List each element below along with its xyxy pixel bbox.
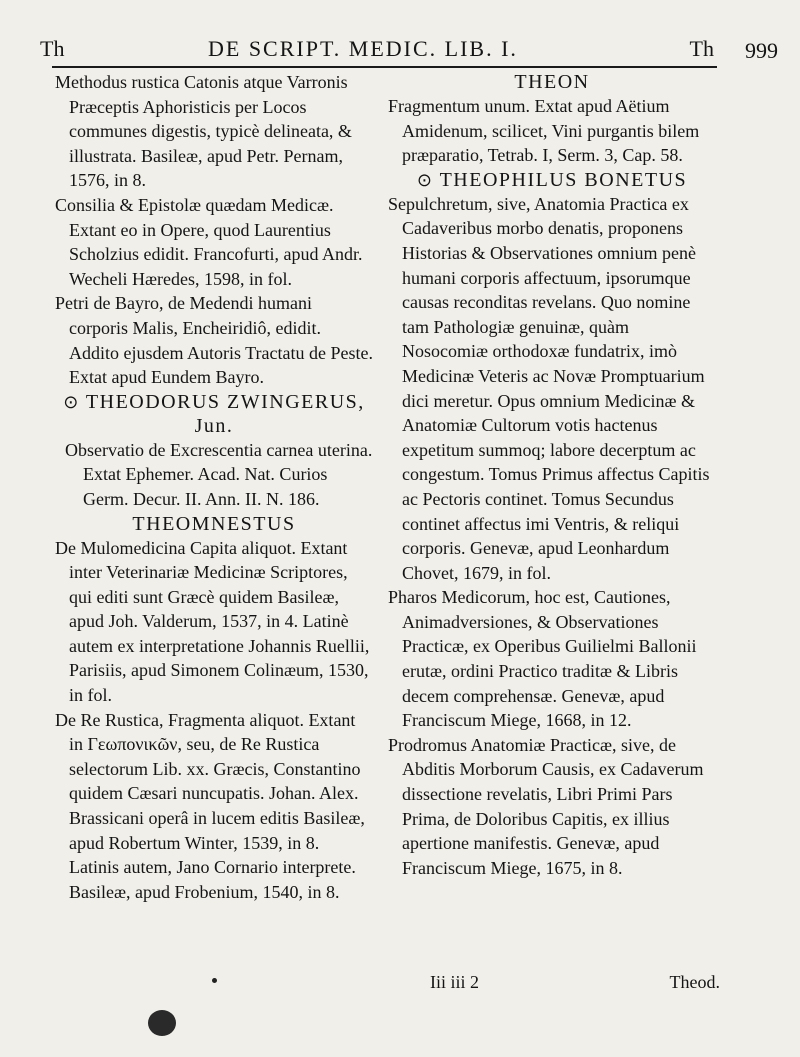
author-heading	[388, 70, 716, 94]
page-footer	[390, 972, 720, 996]
bibliography-entry: Sepulchretum, sive, Anatomia Practica ex Cadaveribus morbo denatis, proponens Historias & Observationes omnium penè humani corporis affectuum, ipsorumque causas reconditas revelans. Quo nomine tam Pathologiæ genuinæ, quàm Nosocomiæ orthodoxæ fundatrix, imò Medicinæ Veteris ac Novæ Promptuarium dici meretur. Opus omnium Medicinæ & Anatomiæ Cultorum votis hactenus expetitum summoq; labore decerptum ac congestum. Tomus Primus affectus Capitis ac Pectoris continet. Tomus Secundus continet affectus imi Ventris, & reliqui corporis. Genevæ, apud Leonhardum Chovet, 1679, in fol.	[388, 193, 710, 583]
author-name: THEOMNESTUS	[132, 512, 296, 535]
header-title: DE SCRIPT. MEDIC. LIB. I.	[208, 36, 518, 61]
author-name: THEON	[514, 71, 590, 93]
bibliography-entry: Petri de Bayro, de Medendi humani corporis Malis, Encheiridiô, edidit. Addito ejusdem Autoris Tractatu de Peste. Extat apud Eundem Bayro.	[55, 293, 373, 388]
page-number: 999	[745, 38, 778, 63]
author-symbol: ⊙	[416, 169, 434, 190]
ink-blot	[148, 1010, 176, 1036]
bibliography-entry: De Re Rustica, Fragmenta aliquot. Extant in Γεωπονικῶν, seu, de Re Rustica selectorum Lib. xx. Græcis, Constantino quidem Cæsari nuncupatis. Johan. Alex. Brassicani operâ in lucem editis Basileæ, apud Robertum Winter, 1539, in 8. Latinis autem, Jano Cornario interprete. Basileæ, apud Frobenium, 1540, in 8.	[55, 709, 365, 902]
author-heading	[55, 512, 373, 536]
right-column	[388, 70, 716, 880]
bibliography-entry: Prodromus Anatomiæ Practicæ, sive, de Abditis Morborum Causis, ex Cadaverum dissectione revelatis, Libri Primi Pars Prima, de Doloribus Capitis, ex illius apertione manifestis. Genevæ, apud Franciscum Miege, 1675, in 8.	[388, 734, 704, 878]
header-right: Th	[689, 36, 714, 61]
ink-dot	[212, 978, 217, 983]
running-header	[28, 30, 778, 64]
signature-mark: Iii iii 2	[430, 972, 479, 992]
bibliography-entry: Observatio de Excrescentia carnea uterina. Extat Ephemer. Acad. Nat. Curios Germ. Decur. II. Ann. II. N. 186.	[65, 439, 373, 509]
bibliography-entry: Pharos Medicorum, hoc est, Cautiones, Animadversiones, & Observationes Practicæ, ex Operibus Guilielmi Ballonii erutæ, ordini Practico traditæ & Libris decem comprehensæ. Genevæ, apud Franciscum Miege, 1668, in 12.	[388, 587, 697, 731]
bibliography-entry: Fragmentum unum. Extat apud Aëtium Amidenum, scilicet, Vini purgantis bilem præparatio, Tetrab. I, Serm. 3, Cap. 58.	[388, 96, 700, 166]
bibliography-entry: Methodus rustica Catonis atque Varronis Præceptis Aphoristicis per Locos communes digestis, typicè delineata, & illustrata. Basileæ, apud Petr. Pernam, 1576, in 8.	[55, 72, 352, 191]
bibliography-entry: Consilia & Epistolæ quædam Medicæ. Extant eo in Opere, quod Laurentius Scholzius edidit. Francofurti, apud Andr. Wecheli Hæredes, 1598, in fol.	[55, 194, 363, 289]
header-rule	[52, 66, 717, 68]
author-heading	[388, 168, 716, 192]
author-heading	[55, 390, 373, 438]
header-left: Th	[40, 36, 65, 61]
catchword: Theod.	[669, 972, 720, 992]
bibliography-entry: De Mulomedicina Capita aliquot. Extant inter Veterinariæ Medicinæ Scriptores, qui editi sunt Græcè quidem Basileæ, apud Joh. Valderum, 1537, in 4. Latinè autem ex interpretatione Johannis Ruellii, Parisiis, apud Simonem Colinæum, 1530, in fol.	[55, 537, 370, 706]
left-column	[55, 70, 373, 904]
author-name: THEODORUS ZWINGERUS, Jun.	[85, 390, 365, 437]
author-name: THEOPHILUS BONETUS	[439, 168, 688, 191]
author-symbol: ⊙	[63, 391, 80, 412]
